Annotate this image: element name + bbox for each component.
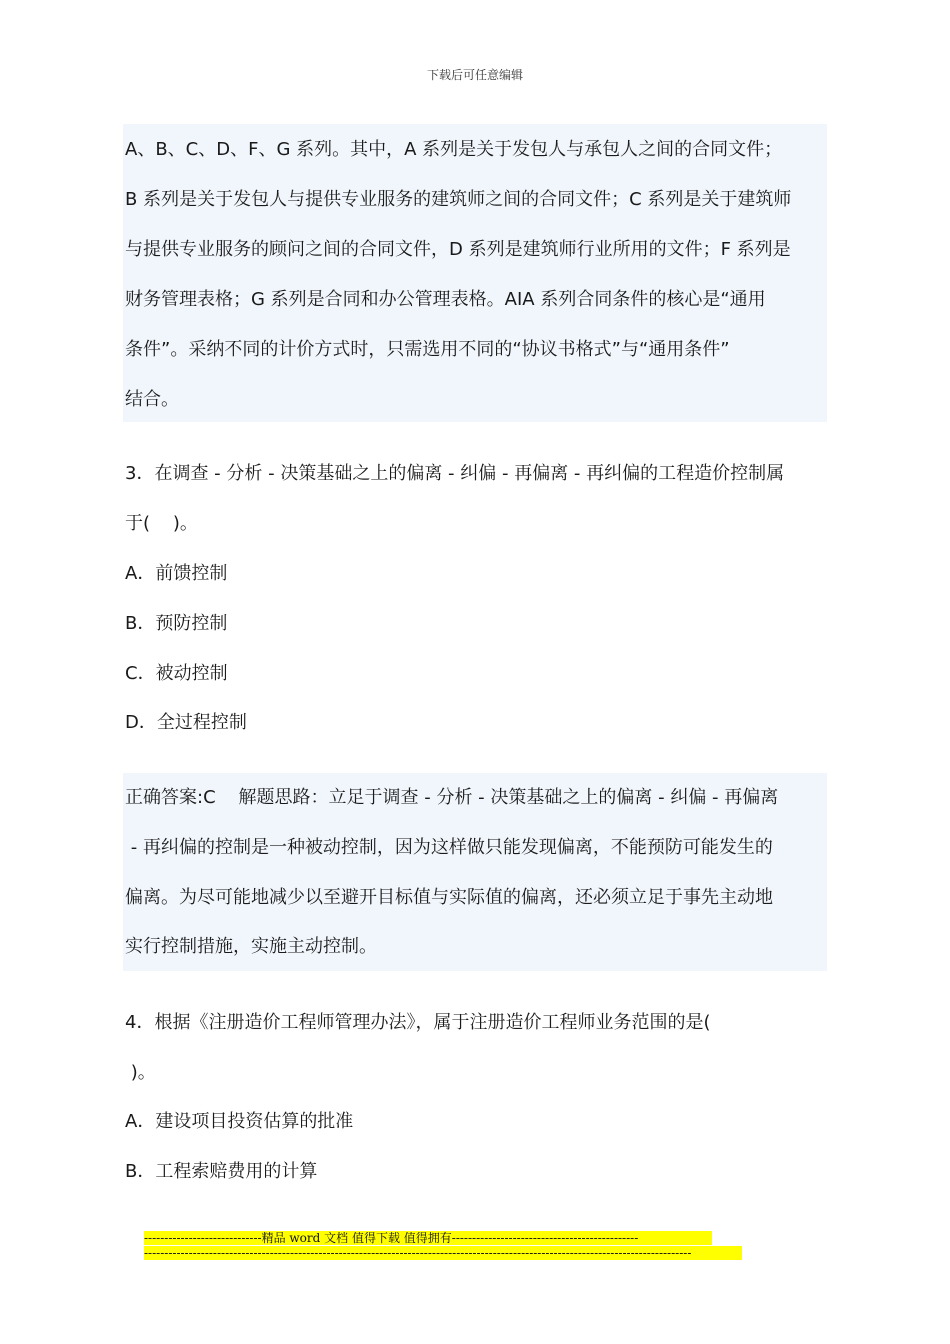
answer-line: 正确答案:C 解题思路：立足于调查 - 分析 - 决策基础之上的偏离 - 纠偏 - 再偏离 [125,787,779,808]
option-c: C．被动控制 [125,663,228,684]
answer-line: - 再纠偏的控制是一种被动控制，因为这样做只能发现偏离，不能预防可能发生的 [125,837,773,858]
question-3-text: 3．在调查 - 分析 - 决策基础之上的偏离 - 纠偏 - 再偏离 - 再纠偏的工程造价控制属 [125,463,785,484]
intro-highlight [123,124,827,422]
intro-line: 财务管理表格；G 系列是合同和办公管理表格。AIA 系列合同条件的核心是“通用 [125,289,766,310]
answer-line: 偏离。为尽可能地减少以至避开目标值与实际值的偏离，还必须立足于事先主动地 [125,887,773,908]
question-4-text: )。 [125,1062,156,1083]
intro-line: 与提供专业服务的顾问之间的合同文件，D 系列是建筑师行业所用的文件；F 系列是 [125,239,791,260]
option-a: A．建设项目投资估算的批准 [125,1111,354,1132]
intro-line: A、B、C、D、F、G 系列。其中，A 系列是关于发包人与承包人之间的合同文件； [125,139,783,160]
intro-line: 结合。 [125,389,179,410]
answer-line: 实行控制措施，实施主动控制。 [125,936,377,957]
intro-line: B 系列是关于发包人与提供专业服务的建筑师之间的合同文件；C 系列是关于建筑师 [125,189,792,210]
footer-banner-line: -----------------------------精品 word 文档 值得下载 值得拥有---------------------------------------------- [144,1231,712,1245]
intro-line: 条件”。采纳不同的计价方式时，只需选用不同的“协议书格式”与“通用条件” [125,339,730,360]
option-a: A．前馈控制 [125,563,228,584]
page-header: 下载后可任意编辑 [426,68,523,82]
option-b: B．工程索赔费用的计算 [125,1161,318,1182]
footer-banner-line: --------------------------------------------------------------------------------------------------------------------------------------- [144,1246,742,1260]
option-b: B．预防控制 [125,613,228,634]
option-d: D．全过程控制 [125,712,247,733]
question-3-text: 于( )。 [125,513,198,534]
question-4-text: 4．根据《注册造价工程师管理办法》，属于注册造价工程师业务范围的是( [125,1012,711,1033]
